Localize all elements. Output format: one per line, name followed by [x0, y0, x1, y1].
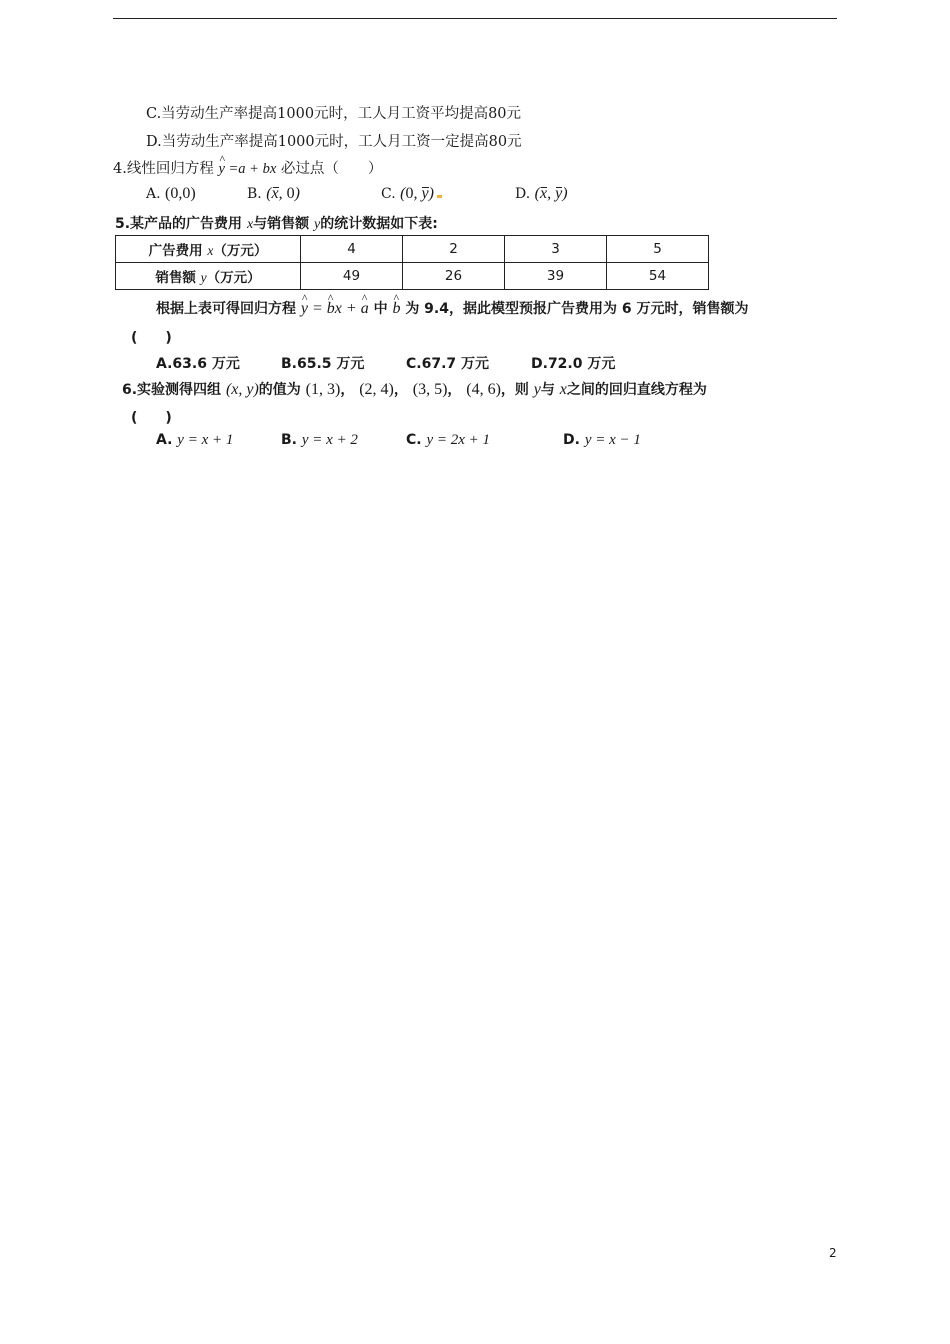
table-cell: 2	[403, 236, 505, 263]
table-cell: 54	[607, 263, 709, 290]
table-row	[116, 236, 709, 263]
q4-equation: ^ y =a + bx	[218, 161, 276, 177]
q4-stem	[113, 157, 382, 178]
q5-option-d: D.72.0 万元	[531, 356, 616, 372]
q6-option-d: D. y = x − 1	[563, 432, 641, 448]
q6-stem-end: 之间的回归直线方程为	[566, 382, 707, 398]
q6-paren: ( )	[131, 410, 172, 426]
q4-option-d-value: (x, y)	[534, 185, 568, 202]
q4-option-c-label: C.	[381, 186, 396, 202]
q4-option-a-label: A.	[146, 186, 161, 202]
table-row	[116, 263, 709, 290]
q5-option-a: A.63.6 万元	[156, 356, 240, 372]
q6-stem-mid: 的值为	[258, 382, 301, 398]
q5-body: 根据上表可得回归方程 ^ y = ^ bx + ^ a 中 ^ b 为 9.4，据此模型预报广告费用为 6 万元时，销售额为	[156, 298, 748, 318]
q3-option-d: D.当劳动生产率提高1000元时，工人月工资一定提高80元	[146, 134, 522, 150]
q5-body-start: 根据上表可得回归方程	[156, 301, 296, 317]
q4-option-c-value: (0, y)	[400, 185, 434, 202]
ad-sales-table	[115, 235, 709, 290]
q5-stem-start: 5.某产品的广告费用	[115, 216, 243, 232]
q5-body-end: 为 9.4，据此模型预报广告费用为 6 万元时，销售额为	[405, 301, 749, 317]
table-row-header: 广告费用 x（万元）	[116, 236, 301, 263]
table-cell: 3	[505, 236, 607, 263]
q4-option-b	[247, 185, 300, 203]
header-rule	[113, 18, 837, 19]
table-cell: 39	[505, 263, 607, 290]
q5-stem-mid: 与销售额	[253, 216, 310, 232]
page-number: 2	[829, 1246, 837, 1260]
q6-option-b: B. y = x + 2	[281, 432, 358, 448]
q4-option-b-label: B.	[247, 186, 262, 202]
q4-option-a	[146, 185, 196, 203]
q4-prefix: 4.线性回归方程	[113, 161, 214, 177]
q3-option-c: C.当劳动生产率提高1000元时，工人月工资平均提高80元	[146, 106, 522, 122]
q6-option-a: A. y = x + 1	[156, 432, 234, 448]
q4-option-d	[515, 185, 568, 203]
q4-option-a-value: (0,0)	[165, 185, 196, 202]
q4-option-b-value: (x, 0)	[266, 185, 300, 202]
q4-option-d-label: D.	[515, 186, 531, 202]
q5-stem-end: 的统计数据如下表:	[320, 216, 438, 232]
table-cell: 4	[301, 236, 403, 263]
table-row-header: 销售额 y（万元）	[116, 263, 301, 290]
q6-option-c: C. y = 2x + 1	[406, 432, 491, 448]
orange-mark-icon	[437, 195, 442, 198]
q5-option-c: C.67.7 万元	[406, 356, 490, 372]
q4-option-c	[381, 185, 442, 203]
table-cell: 49	[301, 263, 403, 290]
table-cell: 26	[403, 263, 505, 290]
q6-stem: 6.实验测得四组 (x, y)的值为 (1, 3)， (2, 4)， (3, 5)， (4, 6)，则 y与 x之间的回归直线方程为	[122, 381, 707, 398]
q5-body-mid: 中	[373, 301, 388, 317]
q5-paren: ( )	[131, 330, 172, 346]
q4-suffix: 必过点（ ）	[280, 161, 383, 177]
q5-stem: 5.某产品的广告费用 x与销售额 y的统计数据如下表:	[115, 216, 438, 232]
q5-option-b: B.65.5 万元	[281, 356, 365, 372]
table-cell: 5	[607, 236, 709, 263]
q6-stem-start: 6.实验测得四组	[122, 382, 222, 398]
